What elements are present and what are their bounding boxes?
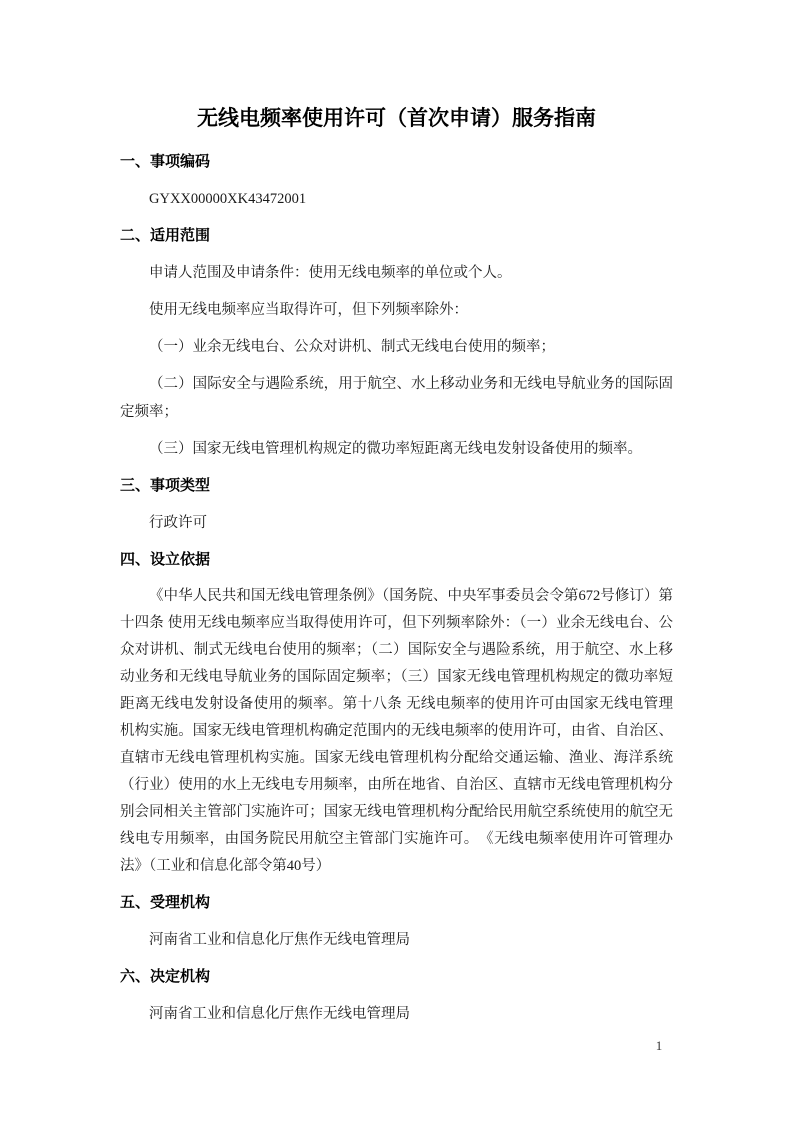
section-heading: 五、受理机构 (120, 894, 211, 911)
section-body (120, 1000, 673, 1028)
paragraph: 行政许可 (149, 515, 207, 531)
paragraph: （一）业余无线电台、公众对讲机、制式无线电台使用的频率； (149, 339, 555, 355)
section-body (120, 926, 673, 954)
section-heading: 一、事项编码 (120, 153, 211, 170)
document-section (120, 889, 673, 954)
sections (120, 148, 673, 1028)
paragraph: 使用无线电频率应当取得许可，但下列频率除外： (149, 302, 468, 318)
paragraph: GYXX00000XK43472001 (149, 191, 307, 207)
section-heading: 三、事项类型 (120, 477, 211, 494)
document-section (120, 148, 673, 213)
section-body (120, 185, 673, 213)
paragraph: （二）国际安全与遇险系统，用于航空、水上移动业务和无线电导航业务的国际固定频率； (120, 376, 673, 420)
document-section (120, 963, 673, 1028)
paragraph: 河南省工业和信息化厅焦作无线电管理局 (149, 1006, 410, 1022)
section-body (120, 583, 673, 880)
section-body (120, 509, 673, 537)
section-heading: 四、设立依据 (120, 551, 211, 568)
document-section (120, 472, 673, 537)
paragraph: 河南省工业和信息化厅焦作无线电管理局 (149, 932, 410, 948)
paragraph: 申请人范围及申请条件：使用无线电频率的单位或个人。 (149, 265, 512, 281)
page-number: 1 (655, 1038, 663, 1053)
paragraph: （三）国家无线电管理机构规定的微功率短距离无线电发射设备使用的频率。 (149, 441, 642, 457)
document-title: 无线电频率使用许可（首次申请）服务指南 (197, 107, 596, 130)
section-heading: 二、适用范围 (120, 227, 211, 244)
section-body (120, 259, 673, 463)
section-heading: 六、决定机构 (120, 968, 211, 985)
document-section (120, 222, 673, 463)
paragraph: 《中华人民共和国无线电管理条例》（国务院、中央军事委员会令第672号修订）第十四条 使用无线电频率应当取得使用许可，但下列频率除外：（一）业余无线电台、公众对讲机、制式无线电台使用的频率；（二）国际安全与遇险系统，用于航空、水上移动业务和无线电导航业务的国际固定频率；（三）国家无线电管理机构规定的微功率短距离无线电发射设备使用的频率。第十八条 无线电频率的使用许可由国家无线电管理机构实施。国家无线电管理机构确定范围内的无线电频率的使用许可，由省、自治区、直辖市无线电管理机构实施。国家无线电管理机构分配给交通运输、渔业、海洋系统（行业）使用的水上无线电专用频率，由所在地省、自治区、直辖市无线电管理机构分别会同相关主管部门实施许可；国家无线电管理机构分配给民用航空系统使用的航空无线电专用频率，由国务院民用航空主管部门实施许可。 《无线电频率使用许可管理办法》（工业和信息化部令第40号） (120, 588, 673, 874)
document-section (120, 546, 673, 880)
